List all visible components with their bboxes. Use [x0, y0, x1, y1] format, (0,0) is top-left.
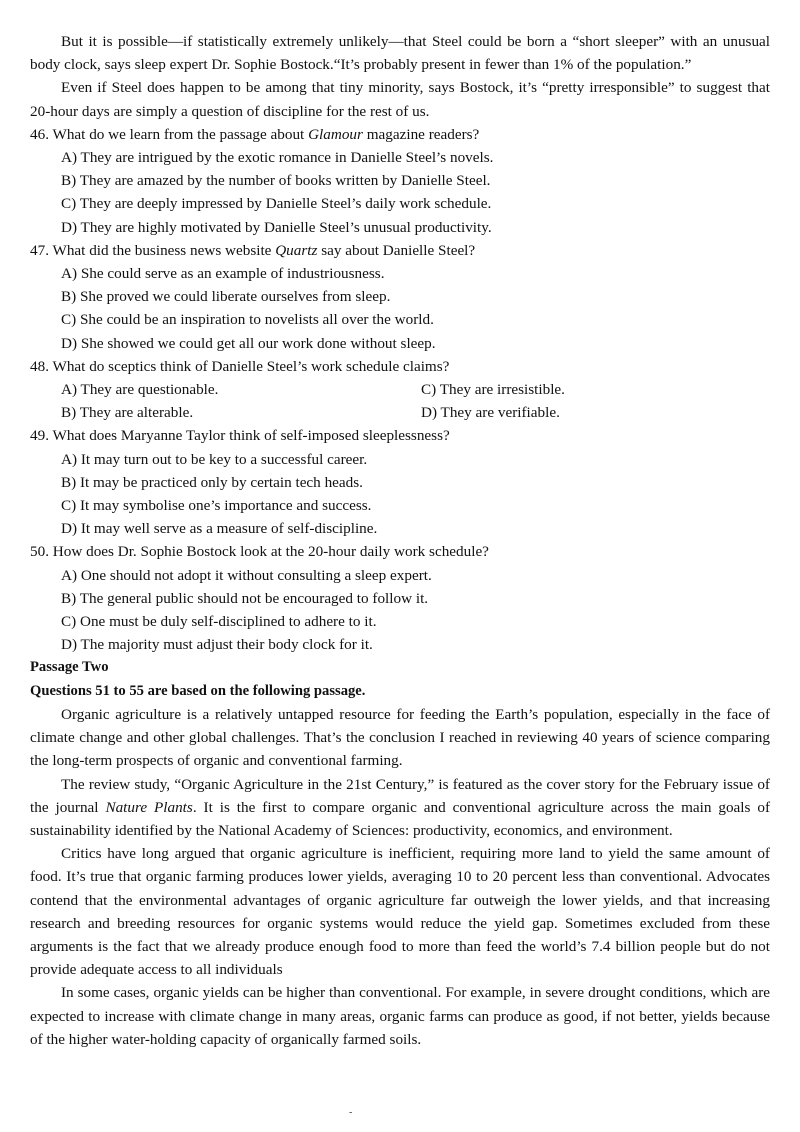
question-46-option-d: D) They are highly motivated by Danielle Steel’s unusual productivity.: [61, 218, 492, 236]
question-49-stem: 49. What does Maryanne Taylor think of self-imposed sleeplessness?: [30, 427, 450, 445]
footer-mark: -: [349, 1107, 353, 1118]
section-heading: Passage Two: [30, 659, 109, 676]
question-48-option-c: C) They are irresistible.: [421, 381, 565, 399]
question-50-option-b: B) The general public should not be encouraged to follow it.: [61, 589, 429, 607]
question-47-website-name: Quartz: [275, 241, 318, 259]
question-50-stem: 50. How does Dr. Sophie Bostock look at the 20-hour daily work schedule?: [30, 543, 489, 561]
paragraph-2-text-end: . It is the first to compare organic and conventional agriculture across the main goals of sustainability identified by the National Academy of Sciences: productivity, economics, and environment.: [30, 798, 770, 839]
passage-two-paragraph-4: In some cases, organic yields can be higher than conventional. For example, in severe drought conditions, which are expected to increase with climate change in many areas, organic farms can produce as good, if not better, yields because of the higher water-holding capacity of organically farmed soils.: [30, 984, 770, 1048]
question-48-option-b: B) They are alterable.: [61, 404, 194, 422]
question-47-option-c: C) She could be an inspiration to novelists all over the world.: [61, 311, 434, 329]
question-47-option-a: A) She could serve as an example of industriousness.: [61, 265, 385, 283]
question-48-options: [30, 378, 770, 424]
question-49: [30, 424, 770, 540]
question-50: [30, 540, 770, 656]
question-48-option-d: D) They are verifiable.: [421, 404, 560, 422]
passage-two-paragraph-2: [30, 773, 770, 843]
question-49-option-b: B) It may be practiced only by certain tech heads.: [61, 473, 363, 491]
question-46-magazine-name: Glamour: [308, 125, 363, 143]
question-47: [30, 239, 770, 355]
section-instruction: Questions 51 to 55 are based on the following passage.: [30, 682, 366, 699]
question-46-option-b: B) They are amazed by the number of books written by Danielle Steel.: [61, 172, 491, 190]
question-48-stem: 48. What do sceptics think of Danielle Steel’s work schedule claims?: [30, 357, 450, 375]
question-46-option-c: C) They are deeply impressed by Danielle Steel’s daily work schedule.: [61, 195, 492, 213]
question-47-text-end: say about Danielle Steel?: [317, 241, 476, 259]
question-47-option-b: B) She proved we could liberate ourselves from sleep.: [61, 288, 391, 306]
passage-two-paragraph-3: Critics have long argued that organic agriculture is inefficient, requiring more land to yield the same amount of food. It’s true that organic farming produces lower yields, averaging 10 to 20 percent less than conventional. Advocates contend that the environmental advantages of organic agriculture far outweigh the lower yields, and that increasing research and breeding resources for organic systems would reduce the yield gap. Sometimes excluded from these arguments is the fact that we already produce enough food to more than feed the world’s 7.4 billion people but do not provide adequate access to all individuals: [30, 845, 770, 979]
question-46-text-end: magazine readers?: [362, 125, 480, 143]
question-46-option-a: A) They are intrigued by the exotic romance in Danielle Steel’s novels.: [61, 149, 494, 167]
question-48: [30, 355, 770, 425]
question-49-option-c: C) It may symbolise one’s importance and success.: [61, 497, 372, 515]
question-49-option-a: A) It may turn out to be key to a successful career.: [61, 450, 368, 468]
question-47-stem: [30, 239, 770, 262]
question-49-option-d: D) It may well serve as a measure of self-discipline.: [61, 520, 378, 538]
question-50-option-a: A) One should not adopt it without consulting a sleep expert.: [61, 566, 432, 584]
question-50-option-d: D) The majority must adjust their body clock for it.: [61, 636, 373, 654]
question-46-stem: [30, 123, 770, 146]
question-46-text: 46. What do we learn from the passage about: [30, 125, 309, 143]
paragraph-2-text: The review study, “Organic Agriculture in the 21st Century,” is featured as the cover story for the February issue of the journal: [30, 775, 770, 816]
passage-two-paragraph-1: Organic agriculture is a relatively untapped resource for feeding the Earth’s population, especially in the face of climate change and other global challenges. That’s the conclusion I reached in reviewing 40 years of science comparing the long-term prospects of organic and conventional farming.: [30, 705, 770, 770]
question-46: [30, 123, 770, 239]
journal-name: Nature Plants: [105, 798, 193, 816]
intro-paragraph-2: Even if Steel does happen to be among that tiny minority, says Bostock, it’s “pretty irresponsible” to suggest that 20-hour days are simply a question of discipline for the rest of us.: [30, 79, 770, 120]
question-47-text: 47. What did the business news website: [30, 241, 276, 259]
question-47-option-d: D) She showed we could get all our work done without sleep.: [61, 334, 436, 352]
intro-paragraph-1: But it is possible—if statistically extremely unlikely—that Steel could be born a “short sleeper” with an unusual body clock, says sleep expert Dr. Sophie Bostock.“It’s probably present in fewer than 1% of the population.”: [30, 33, 770, 74]
question-50-option-c: C) One must be duly self-disciplined to adhere to it.: [61, 613, 377, 631]
question-48-option-a: A) They are questionable.: [61, 381, 219, 399]
